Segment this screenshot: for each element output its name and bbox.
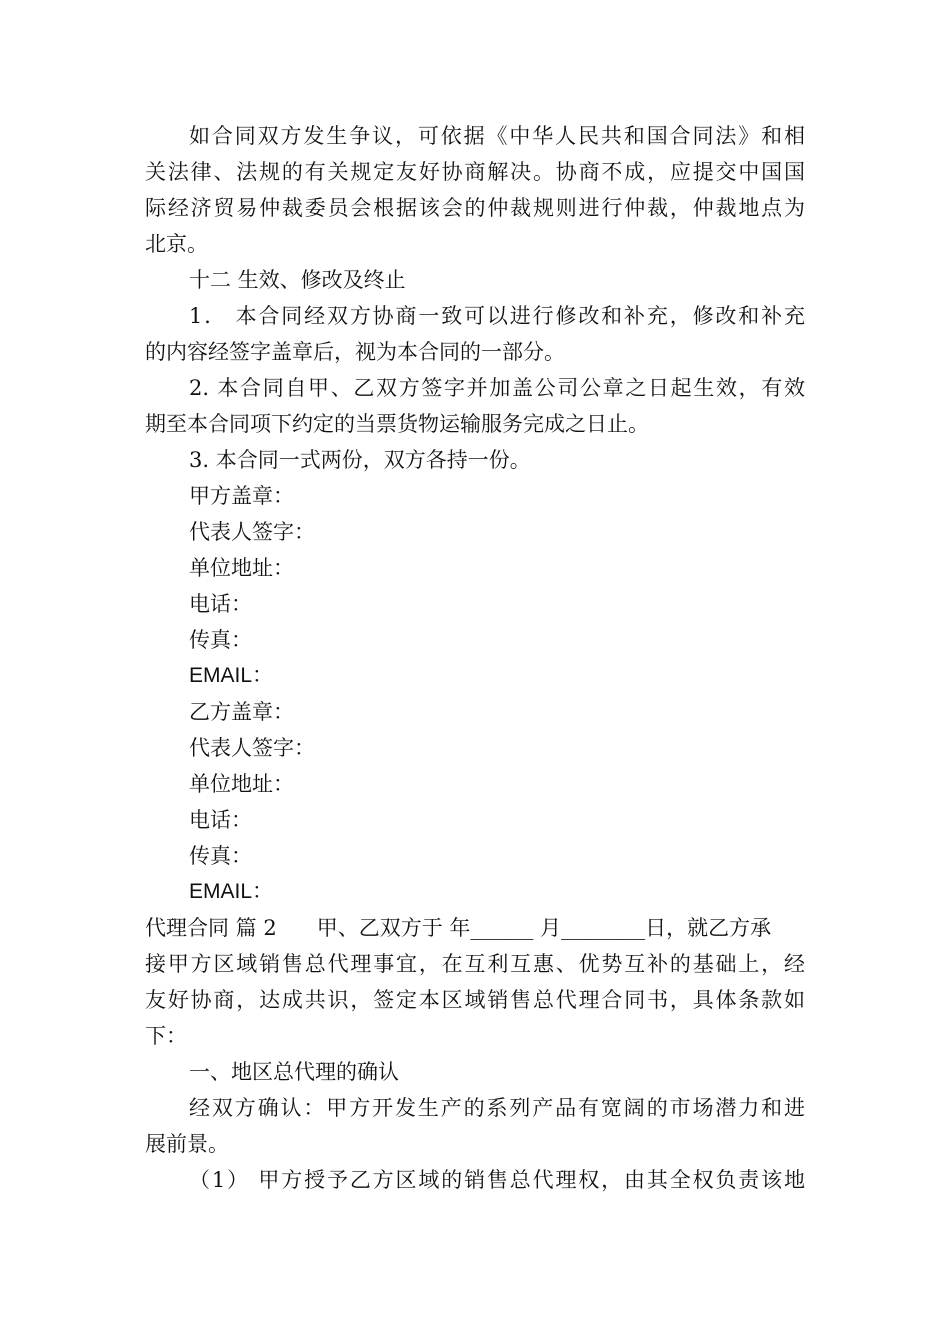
section-12-title: 十二 生效、修改及终止 — [189, 268, 406, 292]
party-a-email: EMAIL： — [189, 664, 274, 687]
contract-2-first-line — [145, 910, 805, 946]
contract-2-line: 接甲方区域销售总代理事宜，在互利互惠、优势互补的基础上，经 — [145, 952, 805, 976]
party-a-representative: 代表人签字： — [189, 520, 315, 544]
dispute-line: 如合同双方发生争议，可依据《中华人民共和国合同法》和相 — [189, 124, 805, 148]
section-1-title: 一、地区总代理的确认 — [189, 1060, 399, 1084]
party-a-phone: 电话： — [189, 592, 252, 616]
contract-2-line: 友好协商，达成共识，签定本区域销售总代理合同书，具体条款如 — [145, 988, 805, 1012]
dispute-paragraph — [145, 118, 805, 262]
clause-1 — [145, 298, 805, 370]
party-b-email: EMAIL： — [189, 880, 274, 903]
clause-2-line: 期至本合同项下约定的当票货物运输服务完成之日止。 — [145, 412, 649, 436]
contract-2-heading: 代理合同 篇 2 — [145, 916, 277, 940]
party-b-representative: 代表人签字： — [189, 736, 315, 760]
confirm-line: 经双方确认：甲方开发生产的系列产品有宽阔的市场潜力和进 — [189, 1096, 805, 1120]
party-a-seal: 甲方盖章： — [189, 484, 294, 508]
clause-2 — [145, 370, 805, 442]
party-a-address: 单位地址： — [189, 556, 294, 580]
clause-1-line: 1． 本合同经双方协商一致可以进行修改和补充，修改和补充 — [189, 304, 805, 328]
item-1-line: （1） 甲方授予乙方区域的销售总代理权，由其全权负责该地 — [189, 1168, 805, 1192]
clause-1-line: 的内容经签字盖章后，视为本合同的一部分。 — [145, 340, 565, 364]
party-b-address: 单位地址： — [189, 772, 294, 796]
dispute-line: 际经济贸易仲裁委员会根据该会的仲裁规则进行仲裁，仲裁地点为 — [145, 196, 805, 220]
dispute-line: 关法律、法规的有关规定友好协商解决。协商不成，应提交中国国 — [145, 160, 805, 184]
clause-3: 3. 本合同一式两份，双方各持一份。 — [189, 448, 531, 472]
contract-2-line: 下： — [145, 1024, 187, 1048]
clause-2-line: 2. 本合同自甲、乙双方签字并加盖公司公章之日起生效，有效 — [189, 376, 805, 400]
party-b-phone: 电话： — [189, 808, 252, 832]
party-b-seal: 乙方盖章： — [189, 700, 294, 724]
document-body — [145, 118, 805, 1198]
item-1 — [145, 1162, 805, 1198]
dispute-line: 北京。 — [145, 232, 208, 256]
confirm-line: 展前景。 — [145, 1132, 229, 1156]
confirm-paragraph — [145, 1090, 805, 1162]
party-b-fax: 传真： — [189, 844, 252, 868]
contract-2-intro — [145, 910, 805, 1054]
party-a-fax: 传真： — [189, 628, 252, 652]
contract-2-line-rest: 甲、乙双方于 年______ 月________日，就乙方承 — [316, 916, 772, 940]
